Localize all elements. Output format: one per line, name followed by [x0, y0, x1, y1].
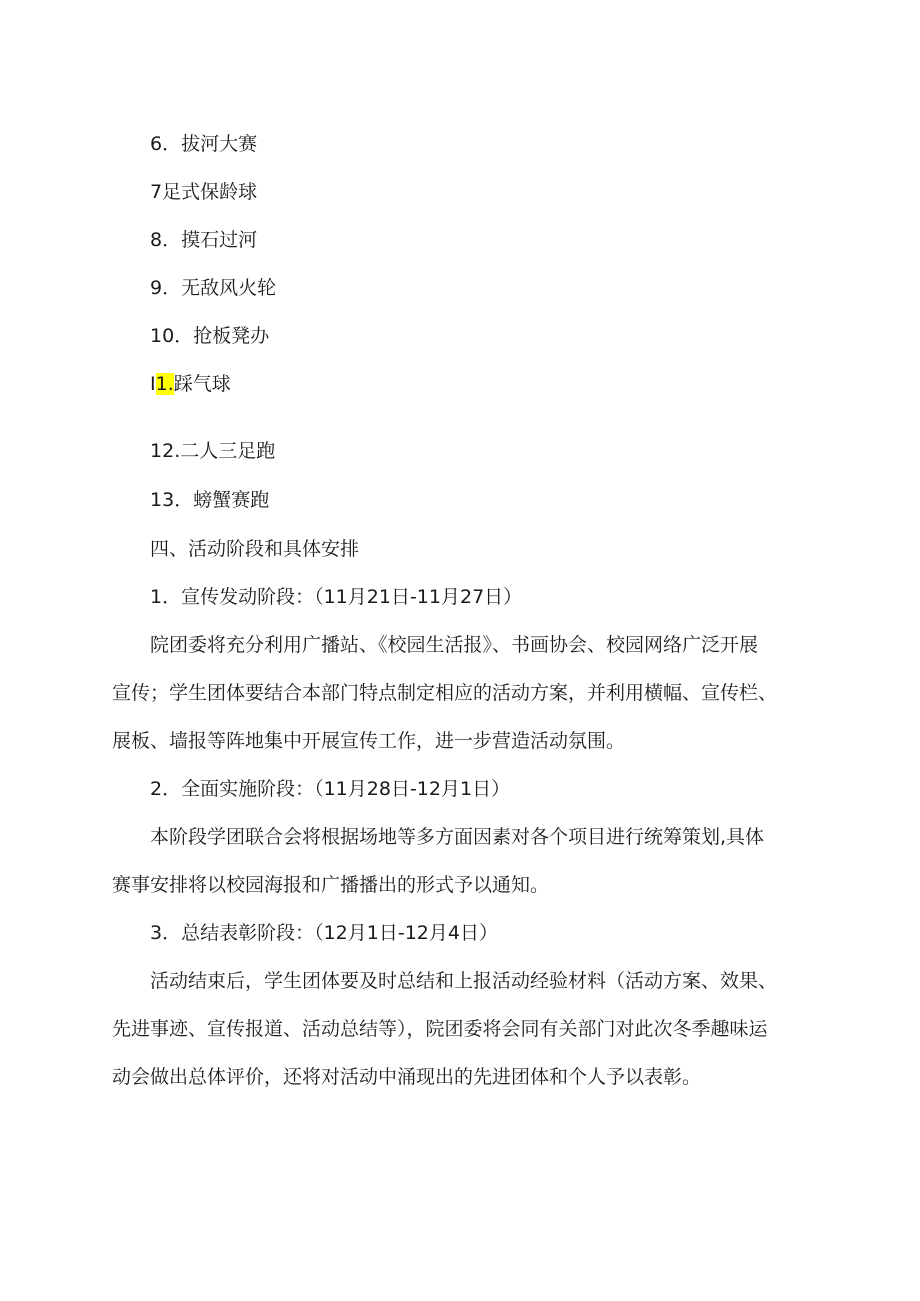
- list-item-text: 足式保龄球: [162, 181, 258, 203]
- list-item-number: 8: [150, 229, 163, 251]
- phase-heading: 2．全面实施阶段：（11月28日-12月1日）: [150, 778, 511, 800]
- list-item: [150, 228, 257, 252]
- list-item: [150, 276, 276, 300]
- list-item: [150, 180, 257, 204]
- list-item-text: ．螃蟹赛跑: [174, 489, 270, 511]
- paragraph-line: 展板、墙报等阵地集中开展宣传工作，进一步营造活动氛围。: [112, 730, 626, 752]
- list-item-text: ．无敌风火轮: [162, 277, 277, 299]
- list-item-text: ．抢板凳办: [174, 325, 270, 347]
- paragraph-line: 本阶段学团联合会将根据场地等多方面因素对各个项目进行统筹策划,具体: [150, 826, 765, 848]
- list-item-text: .二人三足跑: [174, 440, 276, 462]
- list-item: [150, 439, 275, 463]
- list-item-text: 踩气球: [173, 373, 231, 395]
- highlighted-number: 1.: [155, 373, 174, 395]
- phase-heading: 3．总结表彰阶段：（12月1日-12月4日）: [150, 922, 498, 944]
- section-heading: 四、活动阶段和具体安排: [150, 538, 360, 560]
- phase-heading: 1．宣传发动阶段：（11月21日-11月27日）: [150, 586, 523, 608]
- list-item: [150, 132, 257, 156]
- list-item-number: 7: [150, 181, 163, 203]
- paragraph-line: 院团委将充分利用广播站、《校园生活报》、书画协会、校园网络广泛开展: [150, 634, 759, 656]
- list-item-number: 12: [150, 440, 175, 462]
- list-item-text: ．拔河大赛: [162, 133, 258, 155]
- paragraph-line: 宣传；学生团体要结合本部门特点制定相应的活动方案，并利用横幅、宣传栏、: [112, 682, 778, 704]
- list-item-number: 10: [150, 325, 175, 347]
- list-item-text: ．摸石过河: [162, 229, 258, 251]
- list-item-prefix: I: [150, 373, 156, 395]
- list-item: [150, 488, 269, 512]
- list-item-number: 13: [150, 489, 175, 511]
- paragraph-line: 先进事迹、宣传报道、活动总结等），院团委将会同有关部门对此次冬季趣味运: [112, 1018, 768, 1040]
- list-item: [150, 372, 231, 396]
- list-item-number: 6: [150, 133, 163, 155]
- paragraph-line: 赛事安排将以校园海报和广播播出的形式予以通知。: [112, 874, 550, 896]
- paragraph-line: 活动结束后，学生团体要及时总结和上报活动经验材料（活动方案、效果、: [150, 970, 778, 992]
- list-item: [150, 324, 269, 348]
- paragraph-line: 动会做出总体评价，还将对活动中涌现出的先进团体和个人予以表彰。: [112, 1066, 702, 1088]
- list-item-number: 9: [150, 277, 163, 299]
